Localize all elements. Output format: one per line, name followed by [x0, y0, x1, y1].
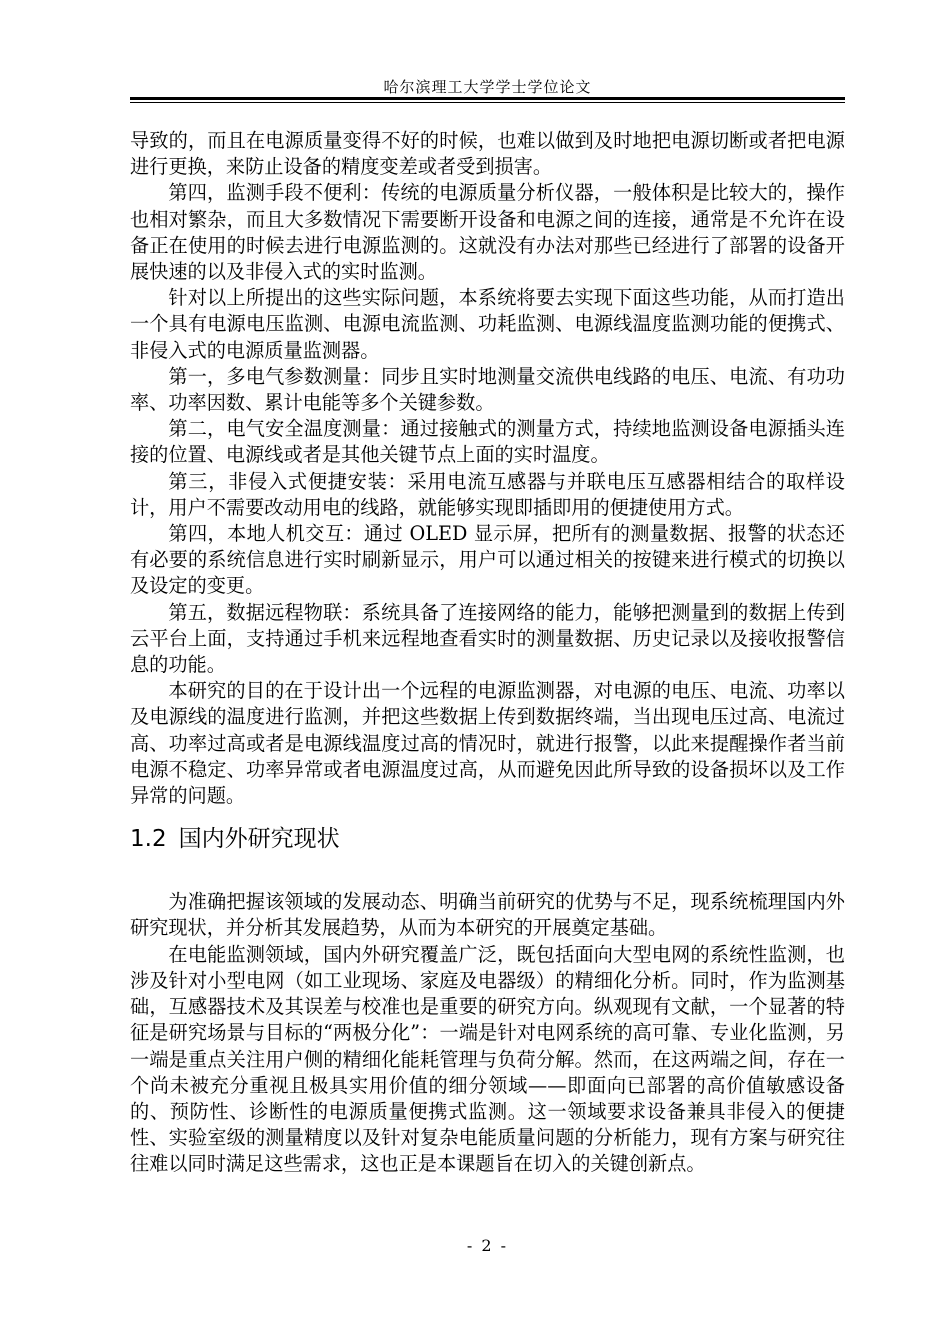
section-heading — [130, 823, 845, 855]
paragraph: 第四，本地人机交互：通过 OLED 显示屏，把所有的测量数据、报警的状态还有必要的系统信息进行实时刷新显示，用户可以通过相关的按键来进行模式的切换以及设定的变更。 — [130, 522, 845, 598]
section-number: 1.2 — [130, 826, 167, 853]
header-rule-thin — [130, 102, 845, 103]
section-title: 国内外研究现状 — [178, 826, 340, 853]
paragraph: 为准确把握该领域的发展动态、明确当前研究的优势与不足，现系统梳理国内外研究现状，并分析其发展趋势，从而为本研究的开展奠定基础。 — [130, 890, 845, 940]
paragraph: 针对以上所提出的这些实际问题，本系统将要去实现下面这些功能，从而打造出一个具有电源电压监测、电源电流监测、功耗监测、电源线温度监测功能的便携式、非侵入式的电源质量监测器。 — [130, 286, 845, 362]
paragraph: 第二，电气安全温度测量：通过接触式的测量方式，持续地监测设备电源插头连接的位置、电源线或者是其他关键节点上面的实时温度。 — [130, 417, 845, 467]
paragraph: 在电能监测领域，国内外研究覆盖广泛，既包括面向大型电网的系统性监测，也涉及针对小型电网（如工业现场、家庭及电器级）的精细化分析。同时，作为监测基础，互感器技术及其误差与校准也是重要的研究方向。纵观现有文献，一个显著的特征是研究场景与目标的“两极分化”：一端是针对电网系统的高可靠、专业化监测，另一端是重点关注用户侧的精细化能耗管理与负荷分解。然而，在这两端之间，存在一个尚未被充分重视且极具实用价值的细分领域——即面向已部署的高价值敏感设备的、预防性、诊断性的电源质量便携式监测。这一领域要求设备兼具非侵入的便捷性、实验室级的测量精度以及针对复杂电能质量问题的分析能力，现有方案与研究往往难以同时满足这些需求，这也正是本课题旨在切入的关键创新点。 — [130, 942, 845, 1176]
page-number: - 2 - — [466, 1236, 509, 1255]
paragraph: 本研究的目的在于设计出一个远程的电源监测器，对电源的电压、电流、功率以及电源线的温度进行监测，并把这些数据上传到数据终端，当出现电压过高、电流过高、功率过高或者是电源线温度过高的情况时，就进行报警，以此来提醒操作者当前电源不稳定、功率异常或者电源温度过高，从而避免因此所导致的设备损坏以及工作异常的问题。 — [130, 679, 845, 808]
paragraph: 第三，非侵入式便捷安装：采用电流互感器与并联电压互感器相结合的取样设计，用户不需要改动用电的线路，就能够实现即插即用的便捷使用方式。 — [130, 469, 845, 519]
paragraph: 第四，监测手段不便利：传统的电源质量分析仪器，一般体积是比较大的，操作也相对繁杂，而且大多数情况下需要断开设备和电源之间的连接，通常是不允许在设备正在使用的时候去进行电源监测的。这就没有办法对那些已经进行了部署的设备开展快速的以及非侵入式的实时监测。 — [130, 181, 845, 284]
header-rule-thick — [130, 97, 845, 100]
running-header: 哈尔滨理工大学学士学位论文 — [383, 78, 592, 96]
paragraph-continued: 导致的，而且在电源质量变得不好的时候，也难以做到及时地把电源切断或者把电源进行更换，来防止设备的精度变差或者受到损害。 — [130, 129, 845, 179]
paragraph: 第五，数据远程物联：系统具备了连接网络的能力，能够把测量到的数据上传到云平台上面，支持通过手机来远程地查看实时的测量数据、历史记录以及接收报警信息的功能。 — [130, 600, 845, 677]
body-text — [130, 128, 845, 1178]
paragraph: 第一，多电气参数测量：同步且实时地测量交流供电线路的电压、电流、有功功率、功率因数、累计电能等多个关键参数。 — [130, 364, 845, 415]
